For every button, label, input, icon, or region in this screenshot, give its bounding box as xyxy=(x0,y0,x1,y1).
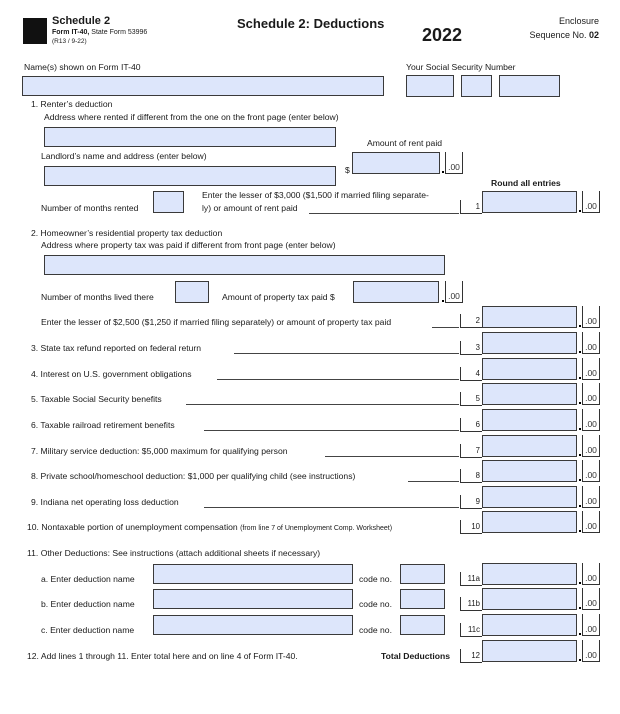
line2-cents: .00 xyxy=(582,306,600,328)
line10-label xyxy=(27,522,392,534)
line1-number: 1 xyxy=(460,200,482,214)
line-leader xyxy=(204,507,459,508)
line2-address-note: Address where property tax was paid if different from front page (enter below) xyxy=(41,240,336,250)
line-cents: .00 xyxy=(582,409,600,431)
property-tax-cents: .00 xyxy=(445,281,463,303)
line-cents: .00 xyxy=(582,383,600,405)
rent-paid-cents: .00 xyxy=(445,152,463,174)
names-label: Name(s) shown on Form IT-40 xyxy=(24,62,141,72)
line-label: 5. Taxable Social Security benefits xyxy=(31,394,162,404)
other-deduction-number: 11b xyxy=(460,597,482,611)
line-cents: .00 xyxy=(582,435,600,457)
line-decimal xyxy=(579,505,581,507)
line12-number: 12 xyxy=(460,649,482,663)
landlord-field[interactable] xyxy=(44,166,336,186)
code-no-label: code no. xyxy=(359,574,392,584)
rent-amount-label: Amount of rent paid xyxy=(367,138,443,148)
other-deduction-number: 11c xyxy=(460,623,482,637)
property-tax-decimal xyxy=(442,300,444,302)
rental-address-field[interactable] xyxy=(44,127,336,147)
code-no-label: code no. xyxy=(359,625,392,635)
other-deduction-amount-field[interactable] xyxy=(482,588,577,610)
line10-decimal xyxy=(579,530,581,532)
line2-heading: 2. Homeowner’s residential property tax deduction xyxy=(31,228,223,238)
line-cents: .00 xyxy=(582,460,600,482)
line2-number: 2 xyxy=(460,314,482,328)
total-deductions-label: Total Deductions xyxy=(381,651,451,661)
form-logo-block xyxy=(23,18,47,44)
line-number: 8 xyxy=(460,469,482,483)
line2-amount-field[interactable] xyxy=(482,306,577,328)
line2-decimal xyxy=(579,325,581,327)
landlord-label: Landlord’s name and address (enter below) xyxy=(41,151,207,161)
other-deduction-cents: .00 xyxy=(582,563,600,585)
line11-heading: 11. Other Deductions: See instructions (attach additional sheets if necessary) xyxy=(27,548,321,558)
ssn-label: Your Social Security Number xyxy=(406,62,516,72)
code-no-field[interactable] xyxy=(400,564,445,584)
line1-lesser-text-1: Enter the lesser of $3,000 ($1,500 if married filing separate- xyxy=(202,190,429,200)
line-number: 9 xyxy=(460,495,482,509)
line1-amount-field[interactable] xyxy=(482,191,577,213)
rent-paid-decimal xyxy=(442,171,444,173)
line2-lesser-text: Enter the lesser of $2,500 ($1,250 if married filing separately) or amount of property tax paid xyxy=(41,317,392,327)
line-number: 4 xyxy=(460,367,482,381)
line-leader xyxy=(204,430,459,431)
months-rented-field[interactable] xyxy=(153,191,184,213)
ssn-field-1[interactable] xyxy=(406,75,454,97)
line-leader xyxy=(234,353,459,354)
line1-leader xyxy=(309,213,459,214)
line-amount-field[interactable] xyxy=(482,383,577,405)
sequence-number: 02 xyxy=(588,30,599,40)
ssn-field-2[interactable] xyxy=(461,75,492,97)
other-deduction-name-field[interactable] xyxy=(153,564,353,584)
line-label: 8. Private school/homeschool deduction: $1,000 per qualifying child (see instructions) xyxy=(31,471,356,481)
code-no-label: code no. xyxy=(359,599,392,609)
line-leader xyxy=(186,404,459,405)
line-label: 9. Indiana net operating loss deduction xyxy=(31,497,179,507)
line10-number: 10 xyxy=(460,520,482,534)
property-tax-label: Amount of property tax paid $ xyxy=(222,292,335,302)
line-leader xyxy=(217,379,459,380)
sequence-label xyxy=(529,30,599,40)
rent-paid-field[interactable] xyxy=(352,152,440,174)
line-cents: .00 xyxy=(582,332,600,354)
months-lived-label: Number of months lived there xyxy=(41,292,154,302)
line12-label: 12. Add lines 1 through 11. Enter total here and on line 4 of Form IT-40. xyxy=(27,651,298,661)
line1-address-note: Address where rented if different from the one on the front page (enter below) xyxy=(44,112,339,122)
line10-note: (from line 7 of Unemployment Comp. Worksheet) xyxy=(240,525,393,532)
line12-cents: .00 xyxy=(582,640,600,662)
other-deduction-name-field[interactable] xyxy=(153,589,353,609)
line2-leader xyxy=(432,327,459,328)
state-form: State Form 53996 xyxy=(89,29,148,36)
form-id: Form IT-40, xyxy=(52,29,90,36)
line-amount-field[interactable] xyxy=(482,460,577,482)
line10-amount-field[interactable] xyxy=(482,511,577,533)
other-deduction-label: c. Enter deduction name xyxy=(41,625,135,635)
line10-cents: .00 xyxy=(582,511,600,533)
line12-decimal xyxy=(579,659,581,661)
other-deduction-label: a. Enter deduction name xyxy=(41,574,135,584)
round-label: Round all entries xyxy=(491,178,561,188)
line-number: 7 xyxy=(460,444,482,458)
line1-cents: .00 xyxy=(582,191,600,213)
line-amount-field[interactable] xyxy=(482,332,577,354)
other-deduction-amount-field[interactable] xyxy=(482,563,577,585)
other-deduction-amount-field[interactable] xyxy=(482,614,577,636)
ssn-field-3[interactable] xyxy=(499,75,560,97)
property-address-field[interactable] xyxy=(44,255,445,275)
enclosure-label: Enclosure xyxy=(558,16,599,26)
other-deduction-number: 11a xyxy=(460,572,482,586)
schedule-label: Schedule 2 xyxy=(52,15,111,27)
line12-amount-field[interactable] xyxy=(482,640,577,662)
line-decimal xyxy=(579,479,581,481)
other-deduction-decimal xyxy=(579,633,581,635)
code-no-field[interactable] xyxy=(400,615,445,635)
other-deduction-decimal xyxy=(579,607,581,609)
other-deduction-cents: .00 xyxy=(582,614,600,636)
line-decimal xyxy=(579,454,581,456)
form-line xyxy=(52,29,147,36)
line-decimal xyxy=(579,428,581,430)
months-rented-label: Number of months rented xyxy=(41,203,139,213)
line-decimal xyxy=(579,402,581,404)
line-label: 7. Military service deduction: $5,000 maximum for qualifying person xyxy=(31,446,288,456)
line-label: 4. Interest on U.S. government obligations xyxy=(31,369,192,379)
line-label: 6. Taxable railroad retirement benefits xyxy=(31,420,175,430)
line-number: 3 xyxy=(460,341,482,355)
line-leader xyxy=(325,456,459,457)
line-leader xyxy=(408,481,459,482)
line-cents: .00 xyxy=(582,486,600,508)
code-no-field[interactable] xyxy=(400,589,445,609)
other-deduction-decimal xyxy=(579,582,581,584)
line-decimal xyxy=(579,351,581,353)
rent-dollar-sign: $ xyxy=(345,165,350,175)
line-cents: .00 xyxy=(582,358,600,380)
other-deduction-name-field[interactable] xyxy=(153,615,353,635)
names-field[interactable] xyxy=(22,76,384,96)
line1-heading: 1. Renter’s deduction xyxy=(31,99,113,109)
page-title: Schedule 2: Deductions xyxy=(237,16,385,31)
property-tax-field[interactable] xyxy=(353,281,439,303)
line-number: 6 xyxy=(460,418,482,432)
line1-decimal xyxy=(579,210,581,212)
line-amount-field[interactable] xyxy=(482,486,577,508)
line1-lesser-text-2: ly) or amount of rent paid xyxy=(202,203,298,213)
line-number: 5 xyxy=(460,392,482,406)
months-lived-field[interactable] xyxy=(175,281,209,303)
other-deduction-label: b. Enter deduction name xyxy=(41,599,135,609)
line-decimal xyxy=(579,377,581,379)
line-amount-field[interactable] xyxy=(482,409,577,431)
line10-text: 10. Nontaxable portion of unemployment compensation xyxy=(27,522,238,532)
line-amount-field[interactable] xyxy=(482,358,577,380)
other-deduction-cents: .00 xyxy=(582,588,600,610)
line-amount-field[interactable] xyxy=(482,435,577,457)
tax-year: 2022 xyxy=(422,25,463,45)
line-label: 3. State tax refund reported on federal return xyxy=(31,343,202,353)
sequence-text: Sequence No. xyxy=(529,30,589,40)
revision-label: (R13 / 9-22) xyxy=(52,38,87,45)
